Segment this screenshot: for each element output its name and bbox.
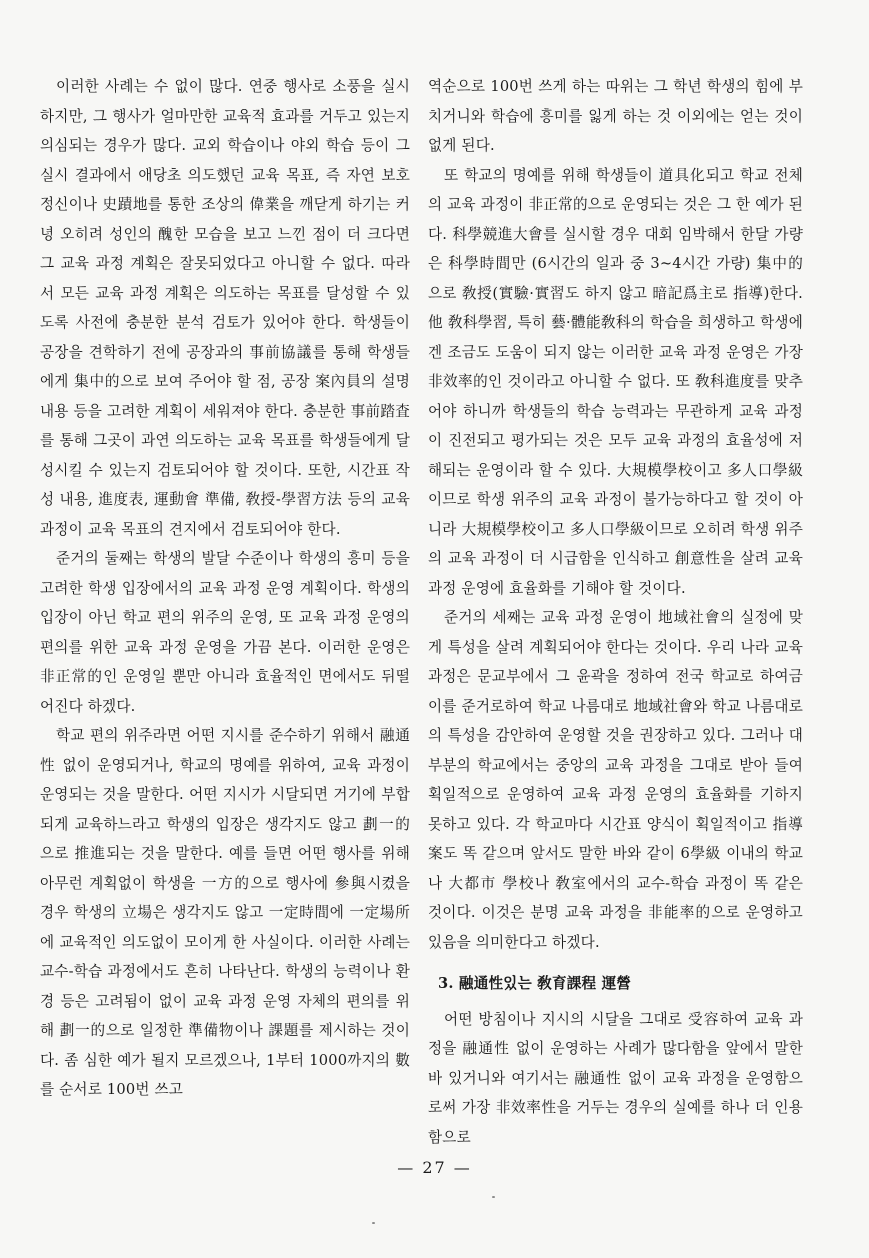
left-paragraph-3: 학교 편의 위주라면 어떤 지시를 준수하기 위해서 融通性 없이 운영되거나, 학교의 명예를 위하여, 교육 과정이 운영되는 것을 말한다. 어떤 지시가 시달되면 거기에 부합되게 교육하느라고 학생의 입장은 생각지도 않고 劃一的으로 推進되는 것을 말한다. 예를 들면 어떤 행사를 위해 아무런 계획없이 학생을 一方的으로 행사에 參與시켰을 경우 학생의 立場은 생각지도 않고 一定時間에 一定場所에 교육적인 의도없이 모이게 한 사실이다. 이러한 사례는 교수-학습 과정에서도 흔히 나타난다. 학생의 능력이나 환경 등은 고려됨이 없이 교육 과정 운영 자체의 편의를 위해 劃一的으로 일정한 準備物이나 課題를 제시하는 것이다. 좀 심한 예가 될지 모르겠으나, 1부터 1000까지의 數를 순서로 100번 쓰고 (40, 727, 410, 1098)
left-paragraph-1: 이러한 사례는 수 없이 많다. 연중 행사로 소풍을 실시하지만, 그 행사가 얼마만한 교육적 효과를 거두고 있는지 의심되는 경우가 많다. 교외 학습이나 야외 학습 등이 그 실시 결과에서 애당초 의도했던 교육 목표, 즉 자연 보호정신이나 史蹟地를 통한 조상의 偉業을 깨닫게 하기는 커녕 오히려 성인의 醜한 모습을 보고 느낀 점이 더 크다면 그 교육 과정 계획은 잘못되었다고 아니할 수 없다. 따라서 모든 교육 과정 계획은 의도하는 목표를 달성할 수 있도록 사전에 충분한 분석 검토가 있어야 한다. 학생들이 공장을 견학하기 전에 공장과의 事前協議를 통해 학생들에게 集中的으로 보여 주어야 할 점, 공장 案內員의 설명 내용 등을 고려한 계획이 세워져야 한다. 충분한 事前踏査를 통해 그곳이 과연 의도하는 교육 목표를 학생들에게 달성시킬 수 있는지 검토되어야 할 것이다. 또한, 시간표 작성 내용, 進度表, 運動會 準備, 敎授-學習方法 등의 교육 과정이 교육 목표의 견지에서 검토되어야 한다. (40, 78, 410, 538)
right-column (428, 72, 803, 1152)
section-heading: 3. 融通性있는 敎育課程 運營 (438, 975, 632, 992)
right-closing-paragraph: 어떤 방침이나 지시의 시달을 그대로 受容하여 교육 과정을 融通性 없이 운영하는 사례가 많다함을 앞에서 말한 바 있거니와 여기서는 融通性 없이 교육 과정을 운영함으로써 가장 非效率性을 거두는 경우의 실예를 하나 더 인용함으로 (428, 1010, 803, 1146)
scan-speck (372, 1222, 375, 1224)
right-paragraph-3: 준거의 세째는 교육 과정 운영이 地域社會의 실정에 맞게 특성을 살려 계획되어야 한다는 것이다. 우리 나라 교육 과정은 문교부에서 그 윤곽을 정하여 전국 학교로 하여금 이를 준거로하여 학교 나름대로 地域社會와 학교 나름대로의 특성을 감안하여 운영할 것을 권장하고 있다. 그러나 대부분의 학교에서는 중앙의 교육 과정을 그대로 받아 들여 획일적으로 운영하여 교육 과정 운영의 효율화를 기하지 못하고 있다. 각 학교마다 시간표 양식이 획일적이고 指導案도 똑 같으며 앞서도 말한 바와 같이 6學級 이내의 학교나 大都市 學校나 敎室에서의 교수-학습 과정이 똑 같은 것이다. 이것은 분명 교육 과정을 非能率的으로 운영하고 있음을 의미한다고 하겠다. (428, 609, 803, 951)
left-column (40, 72, 410, 1105)
scan-speck (492, 1196, 495, 1198)
left-paragraph-2: 준거의 둘째는 학생의 발달 수준이나 학생의 흥미 등을 고려한 학생 입장에서의 교육 과정 운영 계획이다. 학생의 입장이 아닌 학교 편의 위주의 운영, 또 교육 과정 운영의 편의를 위한 교육 과정 운영을 가끔 본다. 이러한 운영은 非正常的인 운영일 뿐만 아니라 효율적인 면에서도 뒤떨어진다 하겠다. (40, 550, 410, 715)
right-paragraph-1: 역순으로 100번 쓰게 하는 따위는 그 학년 학생의 힘에 부치거니와 학습에 흥미를 잃게 하는 것 이외에는 얻는 것이 없게 된다. (428, 78, 803, 154)
right-paragraph-2: 또 학교의 명예를 위해 학생들이 道具化되고 학교 전체의 교육 과정이 非正常的으로 운영되는 것은 그 한 예가 된다. 科學競進大會를 실시할 경우 대회 임박해서 한달 가량은 科學時間만 (6시간의 일과 중 3~4시간 가량) 集中的으로 敎授(實驗·實習도 하지 않고 暗記爲主로 指導)한다. 他 敎科學習, 특히 藝·體能敎科의 학습을 희생하고 학생에겐 조금도 도움이 되지 않는 이러한 교육 과정 운영은 가장 非效率的인 것이라고 아니할 수 없다. 또 敎科進度를 맞추어야 하니까 학생들의 학습 능력과는 무관하게 교육 과정이 진전되고 평가되는 것은 모두 교육 과정의 효율성에 저해되는 운영이라 할 수 있다. 大規模學校이고 多人口學級이므로 학생 위주의 교육 과정이 불가능하다고 할 것이 아니라 大規模學校이고 多人口學級이므로 오히려 학생 위주의 교육 과정이 더 시급함을 인식하고 創意性을 살려 교육 과정 운영에 효율화를 기해야 할 것이다. (428, 166, 803, 597)
page-number: — 27 — (397, 1158, 472, 1177)
